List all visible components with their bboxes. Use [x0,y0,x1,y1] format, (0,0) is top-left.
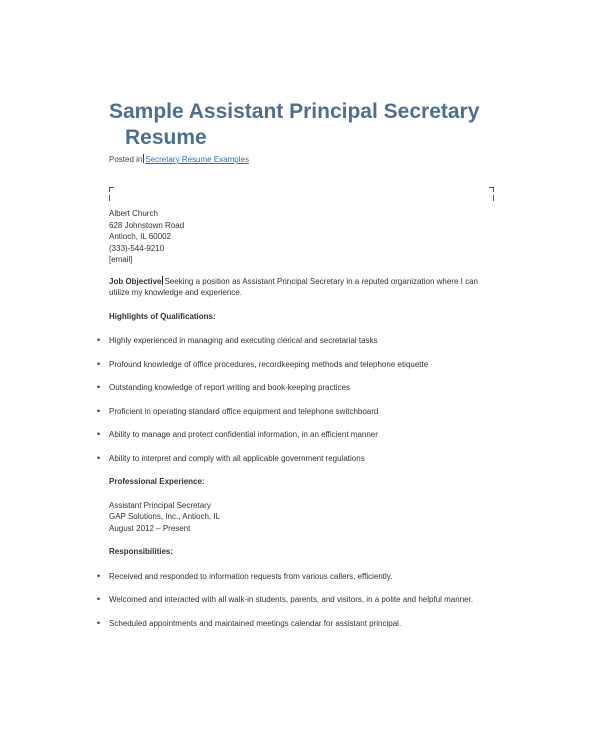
responsibilities-heading: Responsibilities: [109,547,174,556]
list-item: • Received and responded to information requests from various callers, efficiently. [109,571,489,583]
responsibilities-list [109,571,489,630]
qualifications-list [109,335,489,464]
resume-body [109,208,489,629]
job-dates: August 2012 – Present [109,523,191,533]
qualifications-heading: Highlights of Qualifications: [109,311,216,321]
job-role: Assistant Principal Secretary [109,500,211,510]
title-line-1: Sample Assistant Principal Secretary [109,100,480,123]
category-link[interactable]: Secretary Resume Examples [145,155,249,164]
text-boundary-corner-top-right [489,187,494,192]
posted-in-label: Posted in [109,155,143,164]
job-entry [109,500,489,535]
contact-phone: (333)-544-9210 [109,243,165,253]
posted-in [109,154,249,164]
text-boundary-mark-left [109,195,111,201]
list-item: • Proficient in operating standard office equipment and telephone switchboard [109,406,489,418]
list-item: • Welcomed and interacted with all walk-in students, parents, and visitors, in a polite and helpful manner. [109,594,489,606]
list-item: • Outstanding knowledge of report writing and book-keeping practices [109,382,489,394]
contact-street: 628 Johnstown Road [109,220,185,230]
job-objective-label: Job Objective [109,276,162,286]
job-objective [109,276,489,299]
contact-email: [email] [109,255,133,264]
text-boundary-corner-top-left [109,187,114,192]
experience-heading: Professional Experience: [109,477,205,486]
title-line-2: Resume [125,126,207,149]
page-title [109,99,529,151]
list-item: • Scheduled appointments and maintained meetings calendar for assistant principal. [109,618,489,630]
text-boundary-mark-right [493,195,495,201]
list-item: • Highly experienced in managing and executing clerical and secretarial tasks [109,335,489,347]
job-objective-text: Seeking a position as Assistant Principal Secretary in a reputed organization where I can utilize my knowledge and experience. [109,276,478,297]
list-item: • Ability to interpret and comply with all applicable government regulations [109,453,489,465]
job-company: GAP Solutions, Inc., Antioch, IL [109,512,221,521]
list-item: • Ability to manage and protect confidential information, in an efficient manner [109,429,489,441]
list-item: • Profound knowledge of office procedures, recordkeeping methods and telephone etiquette [109,359,489,371]
contact-city: Antioch, IL 60002 [109,232,171,241]
contact-block [109,208,489,266]
contact-name: Albert Church [109,209,158,218]
